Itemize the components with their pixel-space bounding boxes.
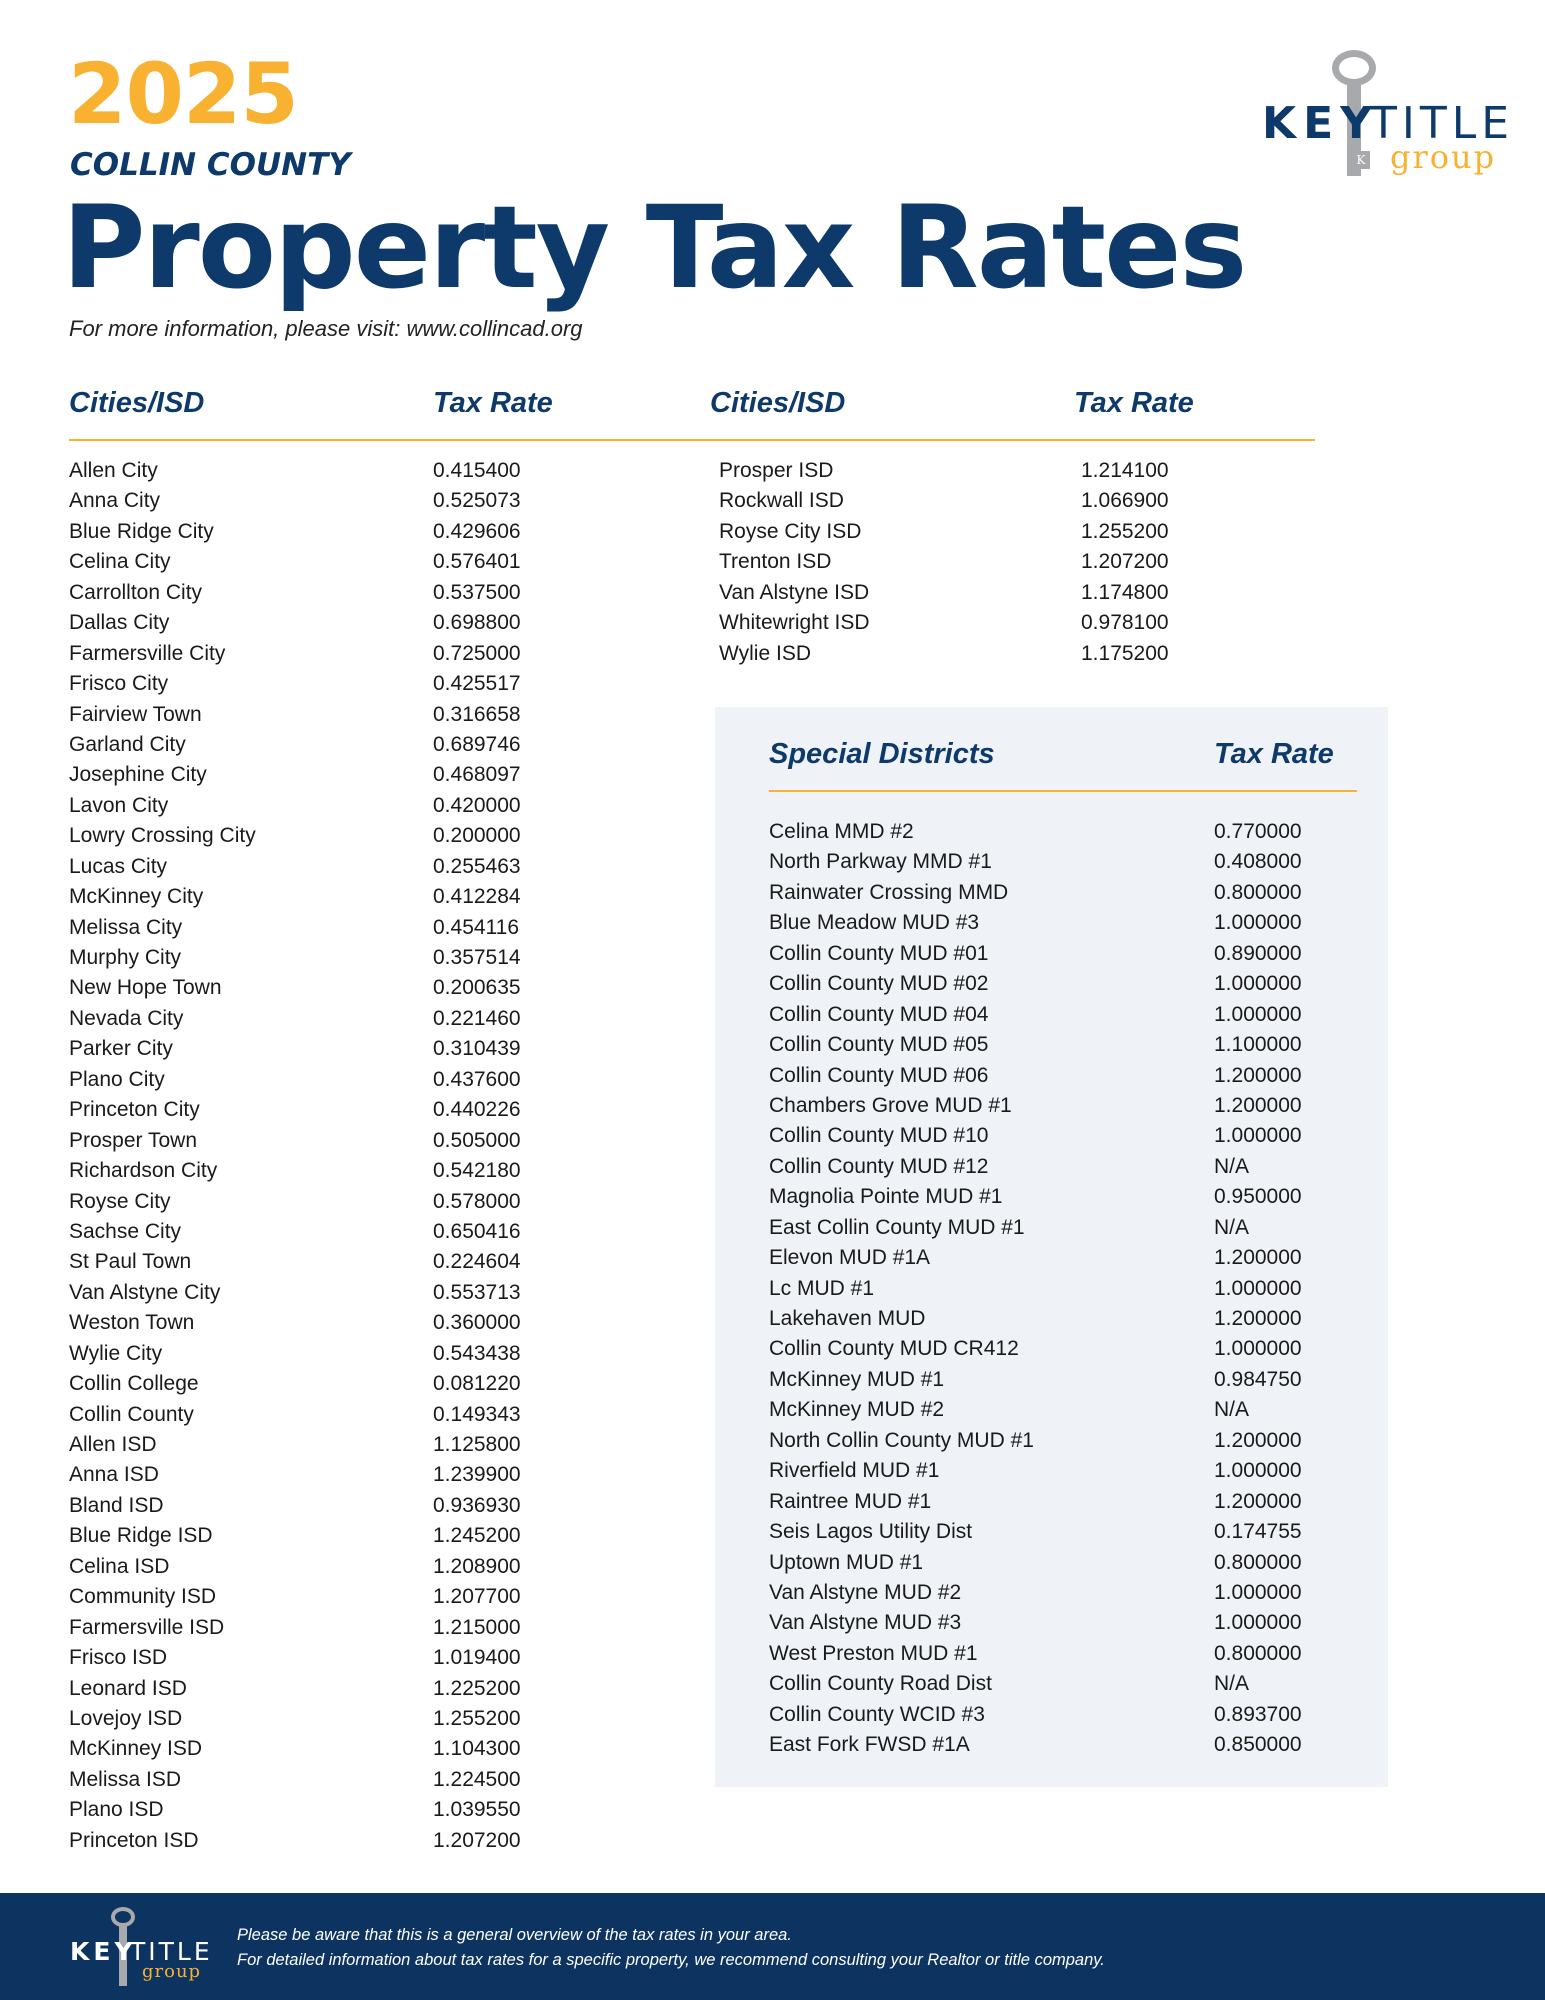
list-item: [69, 639, 521, 669]
year-label: 2025: [68, 45, 298, 143]
list-item: [719, 547, 1169, 577]
list-item: [769, 908, 1302, 938]
district-name: McKinney ISD: [69, 1737, 203, 1761]
tax-rate-value: 0.429606: [433, 519, 521, 543]
list-item: [69, 1674, 521, 1704]
header-divider: [69, 439, 1315, 441]
district-name: Collin County MUD #04: [769, 1002, 989, 1026]
tax-rate-value: 0.698800: [433, 611, 521, 635]
list-item: [769, 878, 1302, 908]
tax-rate-value: N/A: [1214, 1398, 1250, 1422]
list-item: [69, 578, 521, 608]
tax-rate-value: 1.000000: [1214, 1337, 1302, 1361]
tax-rate-value: 0.978100: [1081, 611, 1169, 635]
list-item: [769, 969, 1302, 999]
tax-rate-value: 0.360000: [433, 1311, 521, 1335]
left-rate-header: Tax Rate: [433, 387, 553, 419]
list-item: [69, 730, 521, 760]
list-item: [69, 1278, 521, 1308]
district-name: Plano City: [69, 1067, 165, 1091]
district-name: West Preston MUD #1: [769, 1641, 978, 1665]
list-item: [69, 1065, 521, 1095]
district-name: Seis Lagos Utility Dist: [769, 1520, 973, 1544]
list-item: [69, 1430, 521, 1460]
tax-rate-value: 0.415400: [433, 459, 521, 482]
district-name: Leonard ISD: [69, 1676, 187, 1700]
district-name: Celina MMD #2: [769, 820, 914, 843]
district-name: Van Alstyne MUD #3: [769, 1611, 962, 1635]
district-name: Lc MUD #1: [769, 1276, 875, 1300]
district-name: Collin County MUD #10: [769, 1124, 989, 1148]
list-item: [769, 1030, 1302, 1060]
district-name: Whitewright ISD: [719, 611, 870, 635]
tax-rate-value: 0.578000: [433, 1189, 521, 1213]
tax-rate-value: 1.200000: [1214, 1489, 1302, 1513]
tax-rate-value: 1.255200: [1081, 519, 1169, 543]
list-item: [69, 1613, 521, 1643]
list-item: [769, 1243, 1302, 1273]
footer-logo-word-title: TITLE: [130, 1937, 213, 1966]
district-name: Fairview Town: [69, 702, 202, 726]
list-item: [69, 1491, 521, 1521]
district-name: Raintree MUD #1: [769, 1489, 932, 1513]
district-name: Van Alstyne ISD: [719, 580, 870, 604]
tax-rate-value: 0.576401: [433, 550, 521, 574]
tax-rate-value: 0.357514: [433, 946, 521, 969]
list-item: [69, 1034, 521, 1064]
district-name: Collin County Road Dist: [769, 1672, 992, 1696]
footer-logo-word-group: group: [142, 1961, 202, 1982]
tax-rate-value: 1.207700: [433, 1585, 521, 1609]
district-name: St Paul Town: [69, 1250, 192, 1274]
list-item: [69, 791, 521, 821]
district-name: Anna City: [69, 489, 161, 513]
tax-rate-value: 0.420000: [433, 793, 521, 817]
tax-rate-value: 0.850000: [1214, 1733, 1302, 1757]
district-name: Dallas City: [69, 611, 170, 635]
district-name: Josephine City: [69, 763, 207, 787]
district-name: Magnolia Pointe MUD #1: [769, 1185, 1003, 1209]
district-name: Lakehaven MUD: [769, 1307, 926, 1330]
district-name: Trenton ISD: [719, 550, 832, 574]
left-rate-list: [69, 456, 521, 1856]
logo-word-title: TITLE: [1370, 98, 1515, 149]
tax-rate-value: 0.221460: [433, 1006, 521, 1030]
district-name: Blue Ridge City: [69, 519, 214, 543]
list-item: [69, 1156, 521, 1186]
tax-rate-value: 1.125800: [433, 1433, 521, 1456]
list-item: [69, 1765, 521, 1795]
district-name: Van Alstyne MUD #2: [769, 1580, 962, 1604]
list-item: [69, 1247, 521, 1277]
list-item: [69, 1217, 521, 1247]
tax-rate-value: 0.893700: [1214, 1702, 1302, 1726]
tax-rate-value: 1.019400: [433, 1646, 521, 1670]
list-item: [69, 760, 521, 790]
district-name: Prosper Town: [69, 1128, 198, 1152]
tax-rate-value: 1.174800: [1081, 580, 1169, 604]
district-name: Carrollton City: [69, 580, 203, 604]
tax-rate-value: 1.000000: [1214, 1002, 1302, 1026]
district-name: Garland City: [69, 732, 186, 756]
list-item: [69, 547, 521, 577]
tax-rate-value: 1.000000: [1214, 972, 1302, 996]
tax-rate-value: 0.316658: [433, 702, 521, 726]
tax-rate-value: 0.542180: [433, 1159, 521, 1183]
list-item: [69, 486, 521, 516]
district-name: North Parkway MMD #1: [769, 850, 992, 874]
list-item: [769, 1365, 1302, 1395]
tax-rate-value: 0.950000: [1214, 1185, 1302, 1209]
list-item: [769, 939, 1302, 969]
list-item: [769, 1608, 1302, 1638]
district-name: Richardson City: [69, 1159, 218, 1183]
list-item: [769, 1730, 1302, 1760]
tax-rate-value: 0.800000: [1214, 1550, 1302, 1574]
district-name: McKinney MUD #1: [769, 1367, 945, 1391]
tax-rate-value: 1.000000: [1214, 911, 1302, 935]
list-item: [69, 608, 521, 638]
district-name: Anna ISD: [69, 1463, 159, 1487]
tax-rate-value: 1.200000: [1214, 1063, 1302, 1087]
tax-rate-value: 1.207200: [1081, 550, 1169, 574]
page-title: Property Tax Rates: [62, 181, 1246, 314]
list-item: [769, 1700, 1302, 1730]
district-name: Melissa City: [69, 915, 183, 939]
tax-rate-value: 0.408000: [1214, 850, 1302, 874]
list-item: [769, 1061, 1302, 1091]
district-name: Lovejoy ISD: [69, 1706, 183, 1730]
footer-disclaimer: [237, 1923, 1105, 1973]
tax-rate-value: N/A: [1214, 1154, 1250, 1178]
district-name: Collin College: [69, 1372, 199, 1396]
special-rate-header: Tax Rate: [1214, 738, 1334, 770]
right-rate-list: [719, 456, 1169, 669]
tax-rate-value: 1.245200: [433, 1524, 521, 1548]
district-name: Celina City: [69, 550, 171, 574]
list-item: [719, 639, 1169, 669]
district-name: Collin County WCID #3: [769, 1702, 985, 1726]
district-name: Collin County MUD #02: [769, 972, 989, 996]
district-name: McKinney City: [69, 885, 204, 909]
tax-rate-value: 0.224604: [433, 1250, 521, 1274]
list-item: [719, 486, 1169, 516]
tax-rate-value: 0.454116: [433, 915, 520, 939]
tax-rate-value: 0.770000: [1214, 820, 1302, 843]
district-name: East Fork FWSD #1A: [769, 1733, 970, 1757]
district-name: Lavon City: [69, 793, 169, 817]
list-item: [69, 1552, 521, 1582]
tax-rate-value: 0.984750: [1214, 1367, 1302, 1391]
special-districts-panel: [715, 707, 1388, 1787]
district-name: Collin County MUD #06: [769, 1063, 989, 1087]
tax-rate-value: 0.890000: [1214, 941, 1302, 965]
list-item: [719, 456, 1169, 486]
footer-logo: [70, 1905, 213, 1995]
special-name-header: Special Districts: [769, 738, 995, 770]
list-item: [769, 1213, 1250, 1243]
list-item: [719, 578, 1169, 608]
tax-rate-value: 0.437600: [433, 1067, 521, 1091]
district-name: Collin County MUD CR412: [769, 1337, 1019, 1361]
logo-word-key: KEY: [1262, 98, 1380, 149]
tax-rate-value: 1.000000: [1214, 1459, 1302, 1483]
tax-rate-value: 0.468097: [433, 763, 521, 787]
county-label: COLLIN COUNTY: [70, 147, 351, 183]
logo-emblem: K: [1352, 151, 1370, 169]
list-item: [69, 821, 521, 851]
list-item: [769, 1091, 1302, 1121]
tax-rate-value: 1.255200: [433, 1706, 521, 1730]
list-item: [69, 700, 521, 730]
district-name: Princeton ISD: [69, 1828, 199, 1852]
tax-rate-value: 1.000000: [1214, 1611, 1302, 1635]
tax-rate-value: 1.207200: [433, 1828, 521, 1852]
tax-rate-value: N/A: [1214, 1672, 1250, 1696]
tax-rate-value: 1.208900: [433, 1554, 521, 1578]
district-name: Weston Town: [69, 1311, 195, 1335]
key-title-logo: [1262, 46, 1515, 178]
tax-rate-value: 1.039550: [433, 1798, 521, 1822]
list-item: [69, 1400, 521, 1430]
tax-rate-value: 1.100000: [1214, 1033, 1302, 1057]
list-item: [769, 1395, 1250, 1425]
district-name: Blue Ridge ISD: [69, 1524, 213, 1548]
list-item: [69, 1339, 521, 1369]
tax-rate-value: 0.553713: [433, 1280, 521, 1304]
district-name: Collin County MUD #12: [769, 1154, 989, 1178]
right-rate-header: Tax Rate: [1074, 387, 1194, 419]
tax-rate-value: 1.224500: [433, 1767, 521, 1791]
district-name: McKinney MUD #2: [769, 1398, 945, 1422]
list-item: [69, 1795, 521, 1825]
tax-rate-value: 0.505000: [433, 1128, 521, 1152]
tax-rate-value: 1.000000: [1214, 1124, 1302, 1148]
info-link-text: For more information, please visit: www.collincad.org: [69, 316, 583, 341]
list-item: [69, 913, 520, 943]
district-name: East Collin County MUD #1: [769, 1215, 1025, 1239]
tax-rate-value: 0.525073: [433, 489, 521, 513]
tax-rate-value: 1.104300: [433, 1737, 521, 1761]
special-rate-list: [769, 817, 1302, 1761]
district-name: Allen City: [69, 459, 158, 482]
district-name: New Hope Town: [69, 976, 222, 1000]
list-item: [69, 1521, 521, 1551]
list-item: [69, 669, 521, 699]
district-name: Celina ISD: [69, 1554, 170, 1578]
tax-rate-value: 0.174755: [1214, 1520, 1302, 1544]
tax-rate-value: 1.175200: [1081, 641, 1169, 665]
tax-rate-value: 0.936930: [433, 1493, 521, 1517]
tax-rate-value: 0.200000: [433, 824, 521, 848]
list-item: [69, 852, 521, 882]
list-item: [769, 1182, 1302, 1212]
list-item: [719, 517, 1169, 547]
district-name: Farmersville City: [69, 641, 226, 665]
list-item: [69, 973, 521, 1003]
district-name: Rockwall ISD: [719, 489, 844, 513]
tax-rate-value: 0.310439: [433, 1037, 521, 1061]
district-name: Van Alstyne City: [69, 1280, 221, 1304]
footer-line-1: Please be aware that this is a general overview of the tax rates in your area.: [237, 1926, 792, 1944]
footer-logo-word-key: KEY: [70, 1937, 137, 1966]
list-item: [69, 1704, 521, 1734]
list-item: [69, 517, 521, 547]
district-name: Elevon MUD #1A: [769, 1246, 931, 1270]
district-name: Murphy City: [69, 946, 182, 969]
tax-rate-value: 0.200635: [433, 976, 521, 1000]
list-item: [769, 1578, 1302, 1608]
list-item: [69, 1308, 521, 1338]
district-name: North Collin County MUD #1: [769, 1428, 1034, 1452]
list-item: [69, 1643, 521, 1673]
district-name: Riverfield MUD #1: [769, 1459, 940, 1483]
district-name: Collin County MUD #05: [769, 1033, 989, 1057]
list-item: [769, 1669, 1250, 1699]
district-name: Farmersville ISD: [69, 1615, 225, 1639]
list-item: [769, 1426, 1302, 1456]
list-item: [69, 1126, 521, 1156]
district-name: Nevada City: [69, 1006, 184, 1030]
list-item: [69, 1582, 521, 1612]
list-item: [769, 1274, 1302, 1304]
tax-rate-value: 0.650416: [433, 1219, 521, 1243]
list-item: [769, 1121, 1302, 1151]
tax-rate-value: 1.200000: [1214, 1093, 1302, 1117]
tax-rate-value: 1.239900: [433, 1463, 521, 1487]
tax-rate-value: 0.081220: [433, 1372, 521, 1396]
tax-rate-value: 0.537500: [433, 580, 521, 604]
list-item: [69, 1460, 521, 1490]
district-name: Lowry Crossing City: [69, 824, 256, 848]
tax-rate-value: 0.412284: [433, 885, 521, 909]
tax-rate-value: 1.000000: [1214, 1276, 1302, 1300]
list-item: [69, 1734, 521, 1764]
tax-rate-value: 0.543438: [433, 1341, 521, 1365]
list-item: [769, 1456, 1302, 1486]
list-item: [769, 1334, 1302, 1364]
right-name-header: Cities/ISD: [710, 387, 846, 419]
district-name: Frisco ISD: [69, 1646, 168, 1670]
district-name: Melissa ISD: [69, 1767, 182, 1791]
district-name: Blue Meadow MUD #3: [769, 911, 980, 935]
district-name: Rainwater Crossing MMD: [769, 880, 1009, 904]
list-item: [69, 456, 521, 486]
list-item: [69, 1187, 521, 1217]
list-item: [769, 1487, 1302, 1517]
list-item: [69, 1004, 521, 1034]
list-item: [769, 1000, 1302, 1030]
list-item: [69, 943, 521, 973]
logo-word-group: group: [1390, 138, 1497, 176]
tax-rate-value: 1.200000: [1214, 1307, 1302, 1330]
list-item: [69, 882, 521, 912]
tax-rate-value: 0.689746: [433, 732, 521, 756]
district-name: Sachse City: [69, 1219, 182, 1243]
district-name: Wylie City: [69, 1341, 163, 1365]
list-item: [769, 1152, 1250, 1182]
key-icon: [1332, 50, 1376, 86]
tax-rate-value: 0.800000: [1214, 1641, 1302, 1665]
tax-rate-value: N/A: [1214, 1215, 1250, 1239]
district-name: Royse City ISD: [719, 519, 862, 543]
list-item: [769, 847, 1302, 877]
tax-rate-value: 1.200000: [1214, 1428, 1302, 1452]
list-item: [69, 1095, 521, 1125]
list-item: [69, 1826, 521, 1856]
list-item: [769, 1548, 1302, 1578]
tax-rate-value: 0.725000: [433, 641, 521, 665]
tax-rate-value: 0.255463: [433, 854, 521, 878]
district-name: Plano ISD: [69, 1798, 164, 1822]
district-name: Prosper ISD: [719, 459, 834, 482]
district-name: Wylie ISD: [719, 641, 811, 665]
list-item: [769, 817, 1302, 847]
district-name: Collin County MUD #01: [769, 941, 989, 965]
district-name: Uptown MUD #1: [769, 1550, 924, 1574]
list-item: [769, 1639, 1302, 1669]
tax-rate-value: 1.200000: [1214, 1246, 1302, 1270]
tax-rate-value: 1.225200: [433, 1676, 521, 1700]
list-item: [719, 608, 1169, 638]
list-item: [769, 1304, 1302, 1334]
district-name: Princeton City: [69, 1098, 200, 1122]
special-divider: [769, 790, 1357, 792]
district-name: Parker City: [69, 1037, 173, 1061]
tax-rate-value: 1.066900: [1081, 489, 1169, 513]
district-name: Community ISD: [69, 1585, 217, 1609]
tax-rate-value: 0.800000: [1214, 880, 1302, 904]
district-name: Collin County: [69, 1402, 194, 1426]
tax-rate-value: 0.149343: [433, 1402, 521, 1426]
district-name: Bland ISD: [69, 1493, 164, 1517]
list-item: [769, 1517, 1302, 1547]
left-name-header: Cities/ISD: [69, 387, 205, 419]
tax-rate-value: 1.000000: [1214, 1580, 1302, 1604]
tax-rate-value: 1.214100: [1081, 459, 1169, 482]
footer-line-2: For detailed information about tax rates for a specific property, we recommend consulting your Realtor or title company.: [237, 1951, 1105, 1969]
district-name: Frisco City: [69, 672, 169, 696]
tax-rate-value: 1.215000: [433, 1615, 521, 1639]
district-name: Lucas City: [69, 854, 168, 878]
key-icon: [111, 1907, 135, 1927]
list-item: [69, 1369, 521, 1399]
footer: [0, 1893, 1545, 2000]
tax-rate-value: 0.440226: [433, 1098, 521, 1122]
district-name: Chambers Grove MUD #1: [769, 1093, 1012, 1117]
tax-rate-value: 0.425517: [433, 672, 521, 696]
district-name: Allen ISD: [69, 1433, 157, 1456]
district-name: Royse City: [69, 1189, 171, 1213]
